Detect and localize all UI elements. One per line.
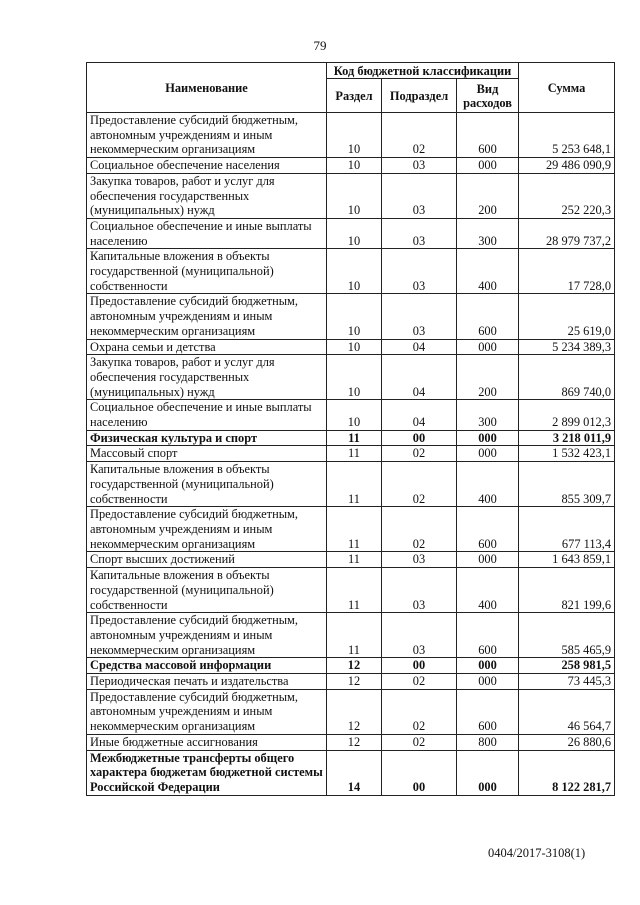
row-subsection-cell: 02	[382, 462, 457, 507]
row-name-cell: Охрана семьи и детства	[87, 339, 327, 355]
table-row	[87, 446, 615, 462]
row-section-cell: 10	[327, 355, 382, 400]
row-name-cell: Спорт высших достижений	[87, 552, 327, 568]
row-subsection-cell: 04	[382, 355, 457, 400]
row-name-cell: Предоставление субсидий бюджетным, автономным учреждениям и иным некоммерческим организациям	[87, 507, 327, 552]
row-name-cell: Социальное обеспечение населения	[87, 158, 327, 174]
row-name-cell: Социальное обеспечение и иные выплаты населению	[87, 400, 327, 430]
row-expense-type-cell: 000	[457, 674, 519, 690]
row-expense-type-cell: 000	[457, 750, 519, 795]
table-row	[87, 750, 615, 795]
page-number: 79	[313, 38, 327, 53]
row-expense-type-cell: 300	[457, 400, 519, 430]
row-expense-type-cell: 000	[457, 658, 519, 674]
table-row	[87, 400, 615, 430]
row-name-cell: Предоставление субсидий бюджетным, автономным учреждениям и иным некоммерческим организациям	[87, 113, 327, 158]
row-subsection-cell: 02	[382, 446, 457, 462]
table-header	[87, 63, 615, 113]
row-amount-cell: 5 234 389,3	[519, 339, 615, 355]
document-code: 0404/2017-3108(1)	[488, 846, 586, 860]
header-subsection: Подраздел	[382, 79, 457, 113]
table-row	[87, 218, 615, 248]
table-row	[87, 734, 615, 750]
header-expense-type: Вид расходов	[457, 79, 519, 113]
row-subsection-cell: 03	[382, 552, 457, 568]
table-row	[87, 462, 615, 507]
budget-table	[86, 62, 615, 796]
table-row	[87, 507, 615, 552]
row-expense-type-cell: 600	[457, 507, 519, 552]
row-amount-cell: 29 486 090,9	[519, 158, 615, 174]
row-subsection-cell: 00	[382, 658, 457, 674]
row-subsection-cell: 02	[382, 113, 457, 158]
row-name-cell: Закупка товаров, работ и услуг для обеспечения государственных (муниципальных) нужд	[87, 173, 327, 218]
row-section-cell: 10	[327, 158, 382, 174]
row-expense-type-cell: 000	[457, 446, 519, 462]
row-expense-type-cell: 600	[457, 689, 519, 734]
table-row	[87, 339, 615, 355]
row-subsection-cell: 02	[382, 674, 457, 690]
row-amount-cell: 17 728,0	[519, 249, 615, 294]
header-name: Наименование	[87, 63, 327, 113]
row-expense-type-cell: 300	[457, 218, 519, 248]
table-row	[87, 674, 615, 690]
table-row	[87, 294, 615, 339]
row-name-cell: Физическая культура и спорт	[87, 430, 327, 446]
row-section-cell: 11	[327, 568, 382, 613]
row-expense-type-cell: 000	[457, 158, 519, 174]
table-row	[87, 689, 615, 734]
row-name-cell: Периодическая печать и издательства	[87, 674, 327, 690]
header-amount: Сумма	[519, 63, 615, 113]
row-name-cell: Предоставление субсидий бюджетным, автономным учреждениям и иным некоммерческим организациям	[87, 689, 327, 734]
row-name-cell: Капитальные вложения в объекты государственной (муниципальной) собственности	[87, 462, 327, 507]
row-amount-cell: 855 309,7	[519, 462, 615, 507]
header-section: Раздел	[327, 79, 382, 113]
row-section-cell: 11	[327, 613, 382, 658]
row-section-cell: 10	[327, 294, 382, 339]
row-section-cell: 11	[327, 430, 382, 446]
row-subsection-cell: 03	[382, 613, 457, 658]
row-subsection-cell: 04	[382, 400, 457, 430]
row-expense-type-cell: 400	[457, 249, 519, 294]
row-section-cell: 14	[327, 750, 382, 795]
row-subsection-cell: 02	[382, 507, 457, 552]
row-amount-cell: 26 880,6	[519, 734, 615, 750]
row-subsection-cell: 03	[382, 173, 457, 218]
row-expense-type-cell: 600	[457, 613, 519, 658]
row-amount-cell: 28 979 737,2	[519, 218, 615, 248]
row-amount-cell: 585 465,9	[519, 613, 615, 658]
row-expense-type-cell: 000	[457, 339, 519, 355]
row-name-cell: Капитальные вложения в объекты государственной (муниципальной) собственности	[87, 568, 327, 613]
table-row	[87, 113, 615, 158]
row-amount-cell: 258 981,5	[519, 658, 615, 674]
row-section-cell: 10	[327, 400, 382, 430]
table-row	[87, 249, 615, 294]
table-row	[87, 355, 615, 400]
row-subsection-cell: 04	[382, 339, 457, 355]
row-subsection-cell: 03	[382, 249, 457, 294]
table-row	[87, 613, 615, 658]
table-row	[87, 173, 615, 218]
row-amount-cell: 8 122 281,7	[519, 750, 615, 795]
row-name-cell: Иные бюджетные ассигнования	[87, 734, 327, 750]
row-expense-type-cell: 000	[457, 430, 519, 446]
row-section-cell: 10	[327, 249, 382, 294]
row-amount-cell: 252 220,3	[519, 173, 615, 218]
row-section-cell: 12	[327, 658, 382, 674]
row-name-cell: Массовый спорт	[87, 446, 327, 462]
row-expense-type-cell: 400	[457, 462, 519, 507]
table-row	[87, 658, 615, 674]
row-amount-cell: 821 199,6	[519, 568, 615, 613]
row-expense-type-cell: 400	[457, 568, 519, 613]
row-expense-type-cell: 200	[457, 355, 519, 400]
row-section-cell: 12	[327, 689, 382, 734]
row-amount-cell: 677 113,4	[519, 507, 615, 552]
row-subsection-cell: 03	[382, 294, 457, 339]
row-section-cell: 11	[327, 507, 382, 552]
table-row	[87, 430, 615, 446]
row-expense-type-cell: 000	[457, 552, 519, 568]
row-name-cell: Предоставление субсидий бюджетным, автономным учреждениям и иным некоммерческим организациям	[87, 613, 327, 658]
row-section-cell: 10	[327, 339, 382, 355]
row-subsection-cell: 02	[382, 734, 457, 750]
row-section-cell: 10	[327, 173, 382, 218]
row-section-cell: 11	[327, 462, 382, 507]
row-subsection-cell: 03	[382, 218, 457, 248]
row-section-cell: 11	[327, 446, 382, 462]
row-section-cell: 12	[327, 734, 382, 750]
table-row	[87, 158, 615, 174]
row-expense-type-cell: 600	[457, 113, 519, 158]
row-subsection-cell: 03	[382, 568, 457, 613]
table-row	[87, 552, 615, 568]
row-subsection-cell: 00	[382, 430, 457, 446]
row-name-cell: Межбюджетные трансферты общего характера бюджетам бюджетной системы Российской Федерации	[87, 750, 327, 795]
row-expense-type-cell: 200	[457, 173, 519, 218]
row-name-cell: Закупка товаров, работ и услуг для обеспечения государственных (муниципальных) нужд	[87, 355, 327, 400]
table-row	[87, 568, 615, 613]
row-section-cell: 12	[327, 674, 382, 690]
row-amount-cell: 2 899 012,3	[519, 400, 615, 430]
row-amount-cell: 5 253 648,1	[519, 113, 615, 158]
row-expense-type-cell: 800	[457, 734, 519, 750]
row-section-cell: 10	[327, 113, 382, 158]
row-name-cell: Социальное обеспечение и иные выплаты населению	[87, 218, 327, 248]
header-classification-group: Код бюджетной классификации	[327, 63, 519, 79]
row-amount-cell: 1 643 859,1	[519, 552, 615, 568]
row-section-cell: 10	[327, 218, 382, 248]
row-subsection-cell: 00	[382, 750, 457, 795]
table-body	[87, 113, 615, 796]
row-subsection-cell: 02	[382, 689, 457, 734]
row-name-cell: Капитальные вложения в объекты государственной (муниципальной) собственности	[87, 249, 327, 294]
row-amount-cell: 73 445,3	[519, 674, 615, 690]
row-section-cell: 11	[327, 552, 382, 568]
row-amount-cell: 25 619,0	[519, 294, 615, 339]
row-name-cell: Предоставление субсидий бюджетным, автономным учреждениям и иным некоммерческим организациям	[87, 294, 327, 339]
row-subsection-cell: 03	[382, 158, 457, 174]
row-amount-cell: 1 532 423,1	[519, 446, 615, 462]
row-expense-type-cell: 600	[457, 294, 519, 339]
row-amount-cell: 46 564,7	[519, 689, 615, 734]
row-amount-cell: 869 740,0	[519, 355, 615, 400]
row-amount-cell: 3 218 011,9	[519, 430, 615, 446]
row-name-cell: Средства массовой информации	[87, 658, 327, 674]
